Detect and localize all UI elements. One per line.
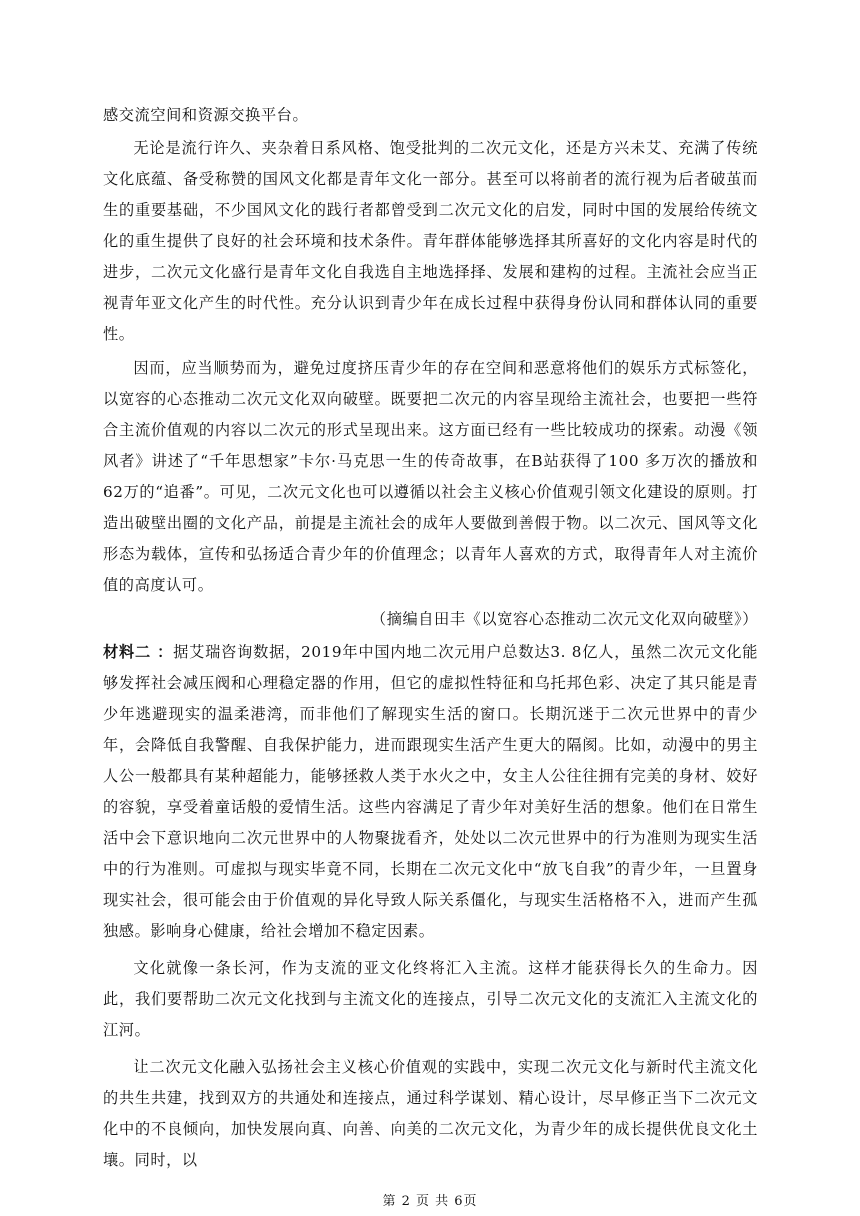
paragraph: 让二次元文化融入弘扬社会主义核心价值观的实践中，实现二次元文化与新时代主流文化的共生共建，找到双方的共通处和连接点，通过科学谋划、精心设计，尽早修正当下二次元文化中的不良倾向，加快发展向真、向善、向美的二次元文化，为青少年的成长提供优良文化土壤。同时，以 [103, 1058, 758, 1169]
paragraph: 因而，应当顺势而为，避免过度挤压青少年的存在空间和恶意将他们的娱乐方式标签化，以宽容的心态推动二次元文化双向破壁。既要把二次元的内容呈现给主流社会，也要把一些符合主流价值观的内容以二次元的形式呈现出来。这方面已经有一些比较成功的探索。动漫《领风者》讲述了“千年思想家”卡尔·马克思一生的传奇故事，在B站获得了100 多万次的播放和62万的“追番”。可见，二次元文化也可以遵循以社会主义核心价值观引领文化建设的原则。打造出破壁出圈的文化产品，前提是主流社会的成年人要做到善假于物。以二次元、国风等文化形态为载体，宣传和弘扬适合青少年的价值理念；以青年人喜欢的方式，取得青年人对主流价值的高度认可。 [103, 359, 758, 594]
material-two-label: 材料二 ： [103, 643, 174, 661]
material-two-paragraph [103, 637, 758, 947]
material-two-text: 据艾瑞咨询数据，2019年中国内地二次元用户总数达3. 8亿人，虽然二次元文化能够发挥社会减压阀和心理稳定器的作用，但它的虚拟性特征和乌托邦色彩、决定了其只能是青少年逃避现实的温柔港湾，而非他们了解现实生活的窗口。长期沉迷于二次元世界中的青少年，会降低自我警醒、自我保护能力，进而跟现实生活产生更大的隔阂。比如，动漫中的男主人公一般都具有某种超能力，能够拯救人类于水火之中，女主人公往往拥有完美的身材、姣好的容貌，享受着童话般的爱情生活。这些内容满足了青少年对美好生活的想象。他们在日常生活中会下意识地向二次元世界中的人物聚拢看齐，处处以二次元世界中的行为准则为现实生活中的行为准则。可虚拟与现实毕竟不同，长期在二次元文化中“放飞自我”的青少年，一旦置身现实社会，很可能会由于价值观的异化导致人际关系僵化，与现实生活格格不入，进而产生孤独感。影响身心健康，给社会增加不稳定因素。 [103, 643, 758, 940]
page-number-footer: 第 2 页 共 6页 [382, 1194, 478, 1209]
source-citation: （摘编自田丰《以宽容心态推动二次元文化双向破壁》） [370, 610, 758, 628]
paragraph: 无论是流行许久、夹杂着日系风格、饱受批判的二次元文化，还是方兴未艾、充满了传统文化底蕴、备受称赞的国风文化都是青年文化一部分。甚至可以将前者的流行视为后者破茧而生的重要基础，不少国风文化的践行者都曾受到二次元文化的启发，同时中国的发展给传统文化的重生提供了良好的社会环境和技术条件。青年群体能够选择其所喜好的文化内容是时代的进步，二次元文化盛行是青年文化自我选自主地选择择、发展和建构的过程。主流社会应当正视青年亚文化产生的时代性。充分认识到青少年在成长过程中获得身份认同和群体认同的重要性。 [103, 139, 758, 343]
paragraph-continuation: 感交流空间和资源交换平台。 [103, 106, 309, 124]
document-body [103, 100, 758, 1176]
paragraph: 文化就像一条长河，作为支流的亚文化终将汇入主流。这样才能获得长久的生命力。因此，我们要帮助二次元文化找到与主流文化的连接点，引导二次元文化的支流汇入主流文化的江河。 [103, 959, 758, 1039]
